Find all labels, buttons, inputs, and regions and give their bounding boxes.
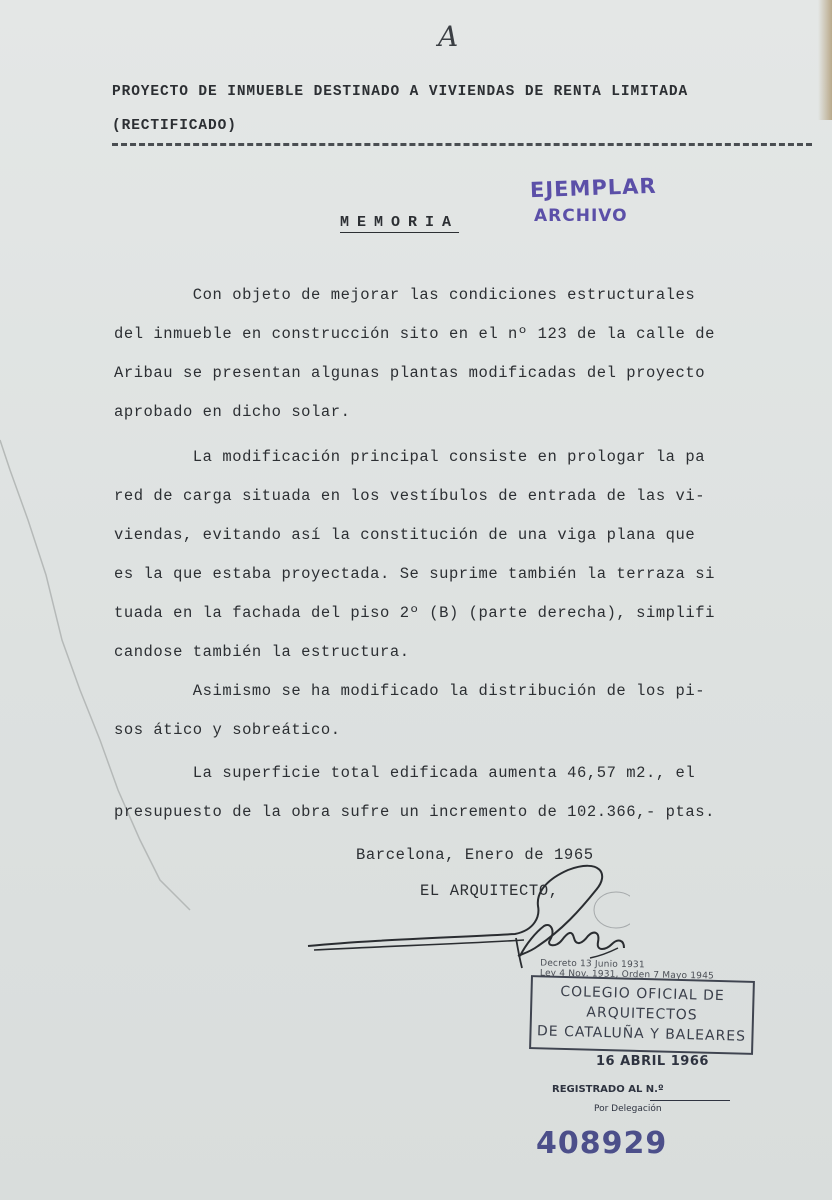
paragraph-4 — [114, 754, 814, 832]
memoria-heading: MEMORIA — [340, 214, 460, 231]
registered-number-line — [650, 1100, 730, 1101]
colegio-line-1: COLEGIO OFICIAL DE — [560, 983, 725, 1005]
colegio-line-3: DE CATALUÑA Y BALEARES — [536, 1023, 747, 1045]
paragraph-3 — [114, 672, 814, 750]
archivo-stamp: ARCHIVO — [534, 206, 628, 226]
ejemplar-stamp: EJEMPLAR — [529, 173, 657, 203]
paragraph-line: Aribau se presentan algunas plantas modificadas del proyecto — [114, 364, 706, 382]
paragraph-line: red de carga situada en los vestíbulos de entrada de las vi- — [114, 487, 706, 505]
title-dashed-rule — [112, 143, 812, 146]
delegation-label: Por Delegación — [594, 1104, 662, 1114]
paragraph-line: Asimismo se ha modificado la distribución de los pi- — [114, 682, 706, 700]
registration-number: 408929 — [536, 1126, 668, 1161]
law-line-2: Ley 4 Nov. 1931, Orden 7 Mayo 1945 — [539, 968, 715, 982]
law-line-1: Decreto 13 Junio 1931 — [540, 958, 645, 971]
project-subtitle: (RECTIFICADO) — [112, 118, 237, 134]
paragraph-line: sos ático y sobreático. — [114, 721, 341, 739]
paragraph-line: presupuesto de la obra sufre un incremento de 102.366,- ptas. — [114, 803, 715, 821]
project-title: PROYECTO DE INMUEBLE DESTINADO A VIVIENDAS DE RENTA LIMITADA — [112, 84, 689, 100]
paragraph-1 — [114, 276, 814, 432]
paragraph-line: candose también la estructura. — [114, 643, 410, 661]
paragraph-line: aprobado en dicho solar. — [114, 403, 351, 421]
handwritten-annotation: A — [438, 20, 459, 53]
colegio-line-2: ARQUITECTOS — [586, 1004, 698, 1024]
registration-date-stamp: 16 ABRIL 1966 — [596, 1054, 709, 1069]
paragraph-line: es la que estaba proyectada. Se suprime también la terraza si — [114, 565, 715, 583]
paragraph-line: tuada en la fachada del piso 2º (B) (parte derecha), simplifi — [114, 604, 715, 622]
paragraph-line: La modificación principal consiste en prologar la pa — [114, 448, 706, 466]
paragraph-line: viendas, evitando así la constitución de una viga plana que — [114, 526, 696, 544]
paragraph-2 — [114, 438, 814, 672]
page-edge-shadow — [818, 0, 832, 120]
paragraph-line: del inmueble en construcción sito en el nº 123 de la calle de — [114, 325, 715, 343]
paragraph-line: La superficie total edificada aumenta 46,57 m2., el — [114, 764, 696, 782]
registered-label: REGISTRADO AL N.º — [552, 1084, 664, 1095]
signatory-label: EL ARQUITECTO, — [420, 882, 559, 900]
paragraph-line: Con objeto de mejorar las condiciones estructurales — [114, 286, 696, 304]
place-date: Barcelona, Enero de 1965 — [356, 846, 594, 864]
colegio-arquitectos-stamp — [529, 975, 755, 1055]
